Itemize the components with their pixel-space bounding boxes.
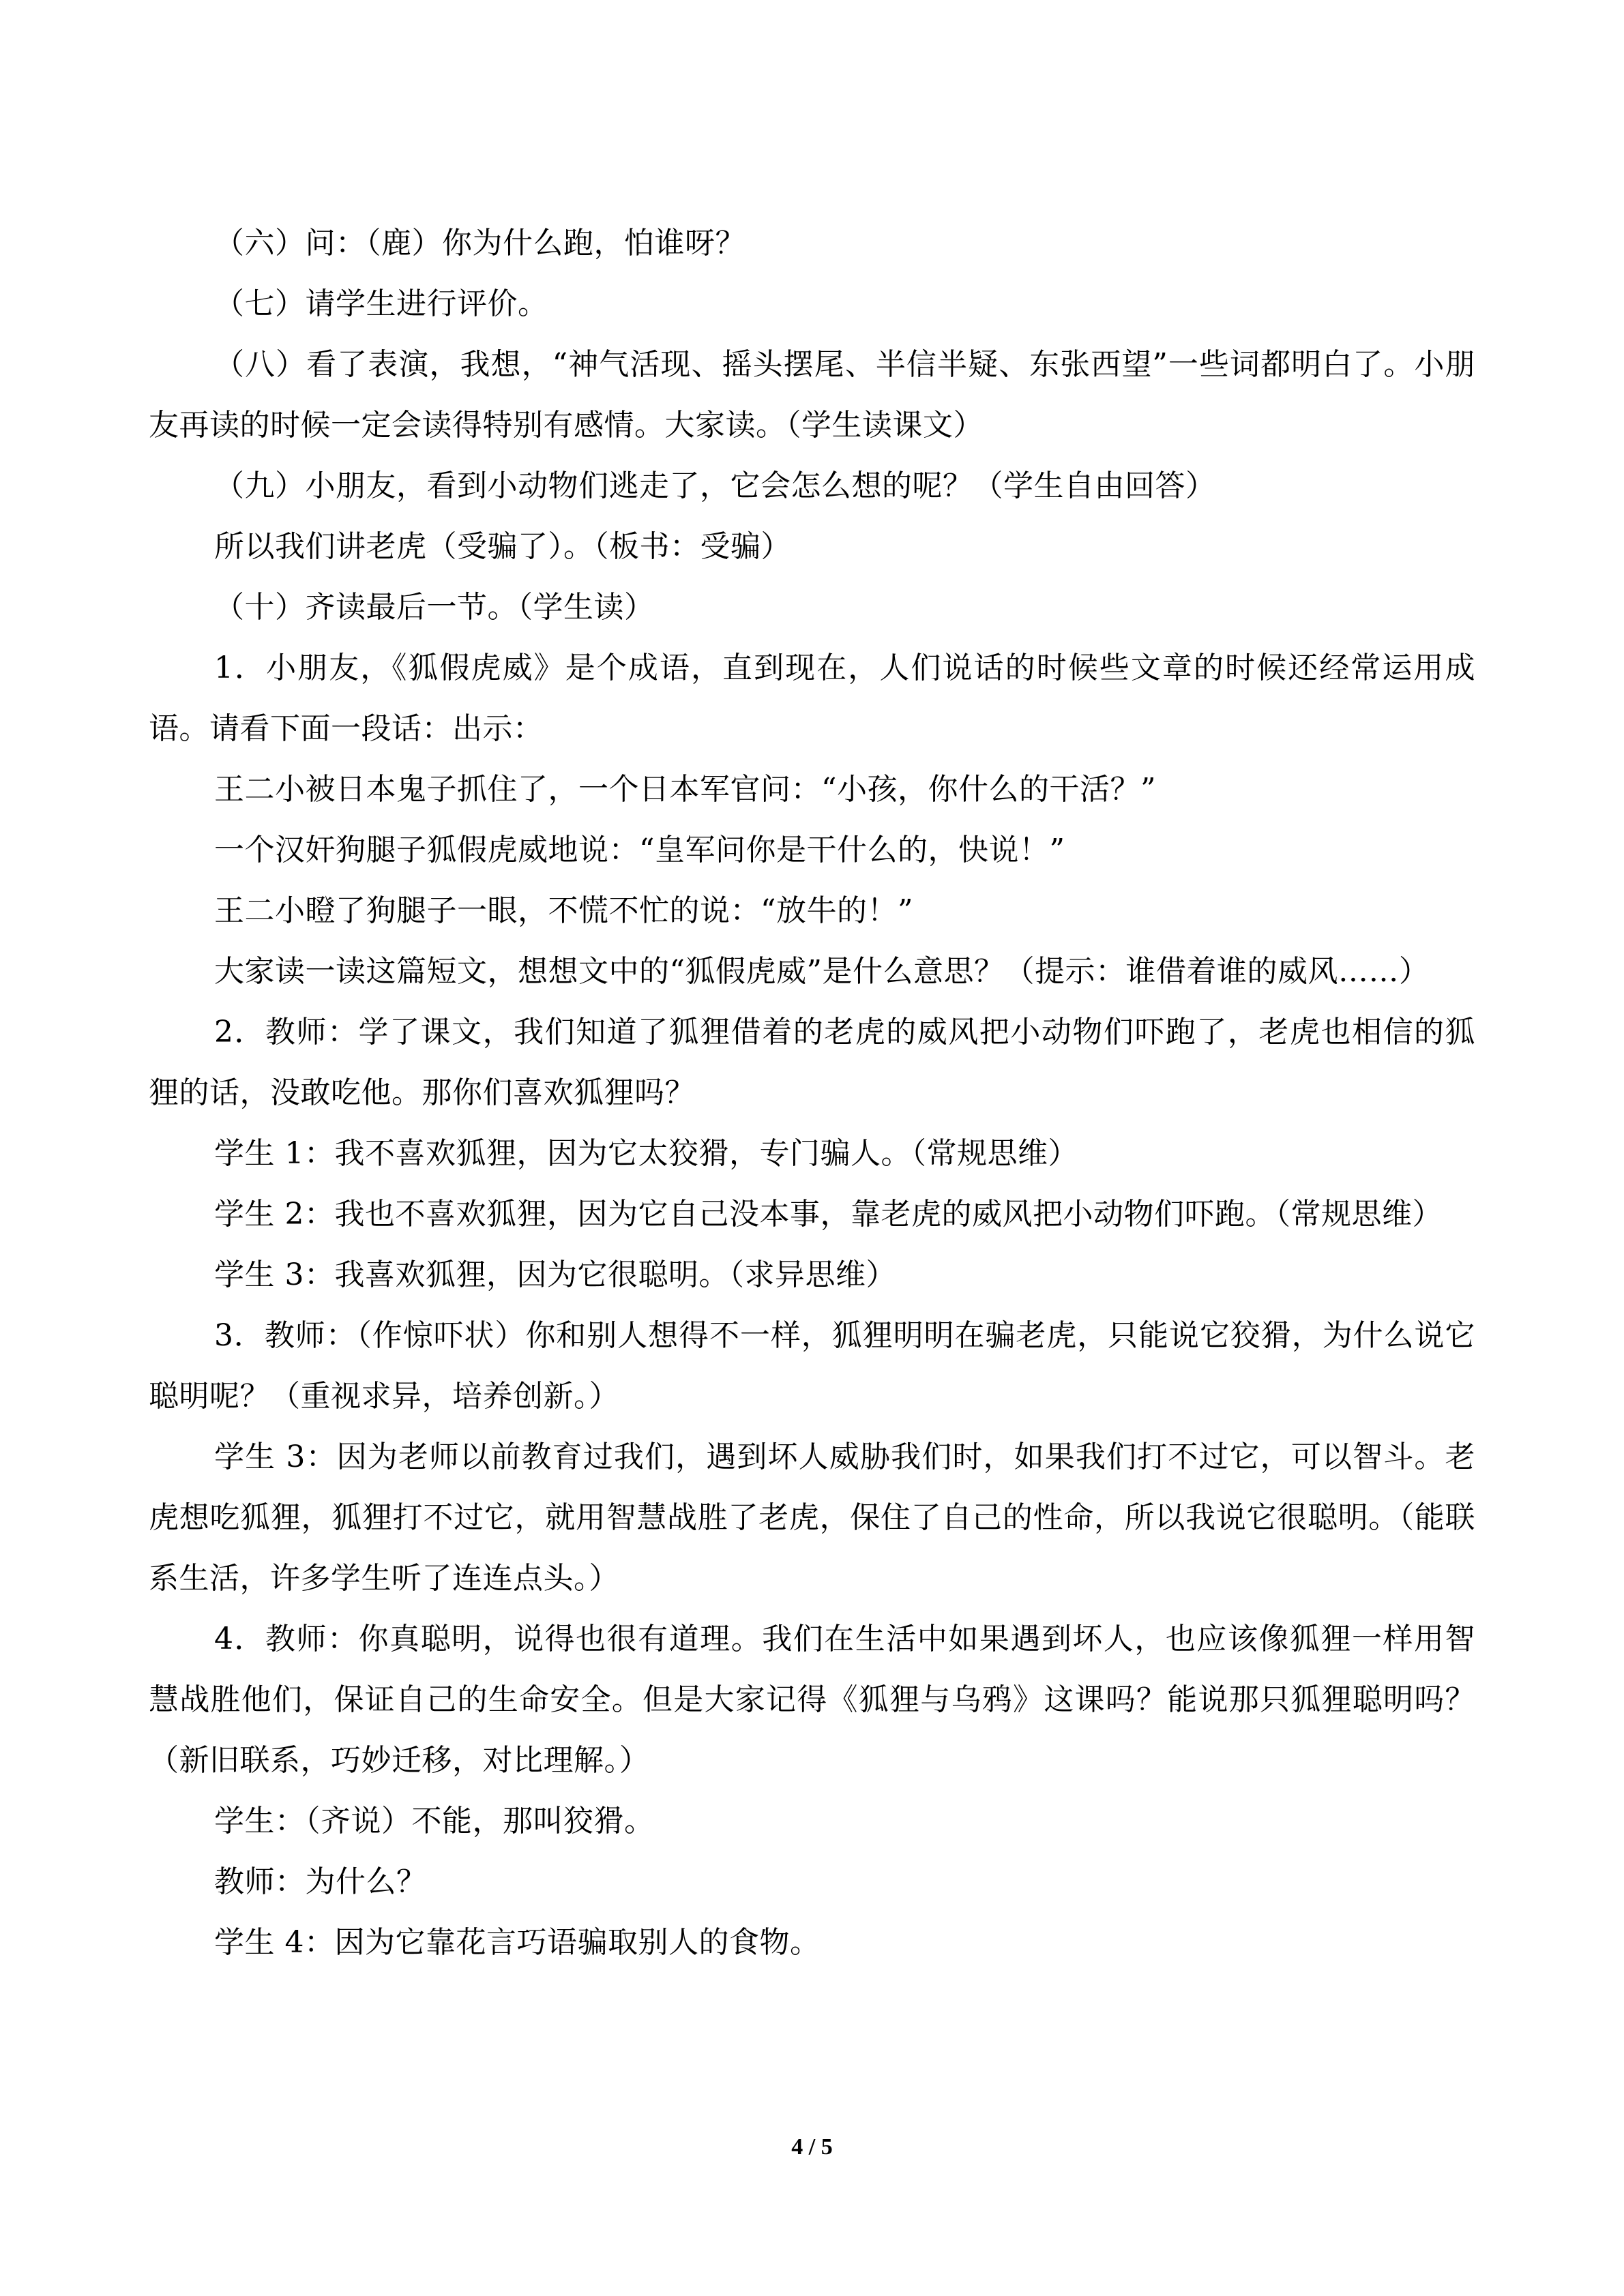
paragraph: 学生 1：我不喜欢狐狸，因为它太狡猾，专门骗人。（常规思维） — [214, 1136, 1078, 1171]
paragraph: （八）看了表演，我想，“神气活现、摇头摆尾、半信半疑、东张西望”一些词都明白了。小朋友再读的时候一定会读得特别有感情。大家读。（学生读课文） — [149, 347, 1475, 443]
paragraph: 教师：为什么？ — [214, 1864, 427, 1899]
paragraph: 大家读一读这篇短文，想想文中的“狐假虎威”是什么意思？（提示：谁借着谁的威风……） — [214, 954, 1430, 989]
page-number: 4 / 5 — [791, 2134, 833, 2160]
paragraph: 学生 2：我也不喜欢狐狸，因为它自己没本事，靠老虎的威风把小动物们吓跑。（常规思维） — [214, 1197, 1443, 1232]
paragraph: 3．教师：（作惊吓状）你和别人想得不一样，狐狸明明在骗老虎，只能说它狡猾，为什么说它聪明呢？（重视求异，培养创新。） — [149, 1318, 1475, 1414]
paragraph: 学生 3：我喜欢狐狸，因为它很聪明。（求异思维） — [214, 1257, 896, 1292]
paragraph: 学生 3：因为老师以前教育过我们，遇到坏人威胁我们时，如果我们打不过它，可以智斗。老虎想吃狐狸，狐狸打不过它，就用智慧战胜了老虎，保住了自己的性命，所以我说它很聪明。（能联系生活，许多学生听了连连点头。） — [149, 1440, 1475, 1596]
paragraph: （六）问：（鹿）你为什么跑，怕谁呀？ — [214, 226, 745, 260]
paragraph: （七）请学生进行评价。 — [214, 286, 548, 321]
document-body — [149, 213, 1475, 1973]
paragraph: （十）齐读最后一节。（学生读） — [214, 590, 655, 625]
paragraph: 王二小瞪了狗腿子一眼，不慌不忙的说：“放牛的！” — [214, 893, 913, 928]
paragraph: （九）小朋友，看到小动物们逃走了，它会怎么想的呢？（学生自由回答） — [214, 468, 1216, 503]
paragraph: 2．教师：学了课文，我们知道了狐狸借着的老虎的威风把小动物们吓跑了，老虎也相信的狐狸的话，没敢吃他。那你们喜欢狐狸吗？ — [149, 1015, 1475, 1110]
paragraph: 一个汉奸狗腿子狐假虎威地说：“皇军问你是干什么的，快说！” — [214, 833, 1065, 867]
paragraph: 1．小朋友，《狐假虎威》是个成语，直到现在，人们说话的时候些文章的时候还经常运用成语。请看下面一段话：出示： — [149, 651, 1475, 746]
paragraph: 学生 4：因为它靠花言巧语骗取别人的食物。 — [214, 1925, 821, 1960]
paragraph: 学生：（齐说）不能，那叫狡猾。 — [214, 1804, 655, 1838]
paragraph: 王二小被日本鬼子抓住了，一个日本军官问：“小孩，你什么的干活？” — [214, 772, 1156, 807]
paragraph: 所以我们讲老虎（受骗了）。（板书：受骗） — [214, 529, 791, 564]
paragraph: 4．教师：你真聪明，说得也很有道理。我们在生活中如果遇到坏人，也应该像狐狸一样用智慧战胜他们，保证自己的生命安全。但是大家记得《狐狸与乌鸦》这课吗？能说那只狐狸聪明吗？（新旧联系，巧妙迁移，对比理解。） — [149, 1622, 1475, 1778]
